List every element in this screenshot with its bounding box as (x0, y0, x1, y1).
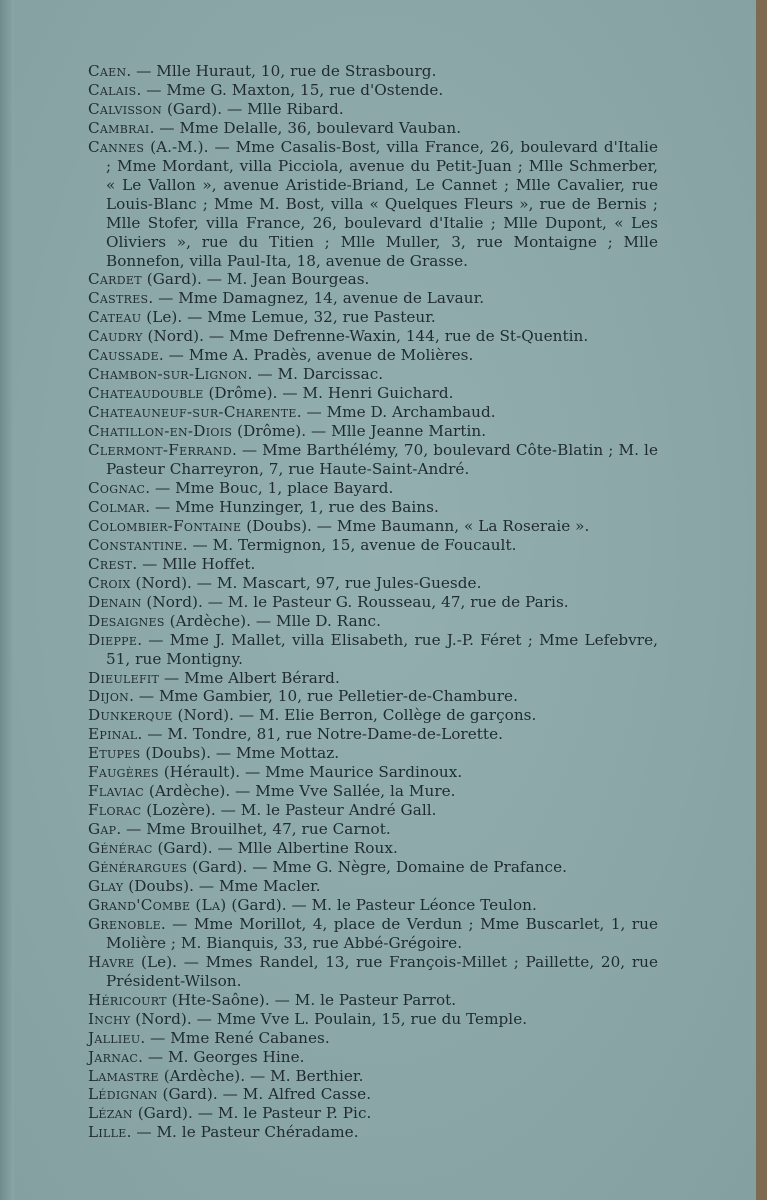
entry-place: Constantine (88, 535, 183, 554)
entry-place: Flaviac (88, 782, 144, 801)
directory-entry (88, 839, 658, 858)
directory-entry (88, 1029, 658, 1048)
directory-entry (88, 289, 658, 308)
directory-entry (88, 574, 658, 593)
entry-place: Jallieu (88, 1028, 141, 1047)
directory-entry (88, 763, 658, 782)
directory-entry (88, 744, 658, 763)
entry-place: Héricourt (88, 990, 167, 1009)
directory-entry (88, 612, 658, 631)
directory-entry (88, 991, 658, 1010)
entry-details: . — M. Tondre, 81, rue Notre-Dame-de-Lorette. (137, 725, 503, 744)
entry-details: (Le). — Mmes Randel, 13, rue François-Millet ; Paillette, 20, rue Président-Wilson. (106, 952, 658, 990)
entry-details: . — Mlle Huraut, 10, rue de Strasbourg. (126, 62, 437, 80)
directory-entry (88, 877, 658, 896)
directory-entry (88, 953, 658, 991)
entry-place: Cognac (88, 478, 146, 497)
entry-place: Faugères (88, 763, 159, 782)
entry-details: (Nord). — M. Elie Berron, Collège de garçons. (172, 706, 537, 725)
entry-place: Chatillon-en-Diois (88, 422, 233, 441)
entry-details: . — Mme J. Mallet, villa Elisabeth, rue J.-P. Féret ; Mme Lefebvre, 51, rue Montigny. (106, 630, 658, 668)
entry-place: Inchy (88, 1009, 131, 1028)
directory-list (88, 62, 658, 1142)
entry-place: Cambrai (88, 118, 150, 137)
entry-place: Desaignes (88, 611, 165, 630)
entry-place: Lédignan (88, 1085, 158, 1104)
directory-entry (88, 1067, 658, 1086)
entry-details: (Hérault). — Mme Maurice Sardinoux. (158, 763, 463, 782)
entry-details: (Gard). — Mme G. Nègre, Domaine de Prafance. (187, 858, 568, 877)
directory-entry (88, 346, 658, 365)
entry-place: Gap (88, 820, 117, 839)
entry-place: Denain (88, 592, 142, 611)
entry-details: . — Mme D. Archambaud. (296, 403, 496, 422)
entry-details: (Gard). — M. le Pasteur Léonce Teulon. (226, 895, 537, 914)
directory-entry (88, 100, 658, 119)
entry-details: . — Mme Barthélémy, 70, boulevard Côte-Blatin ; M. le Pasteur Charreyron, 7, rue Haute-Saint-André. (106, 441, 658, 479)
entry-details: (Lozère). — M. le Pasteur André Gall. (141, 801, 437, 820)
directory-entry (88, 384, 658, 403)
entry-place: Crest (88, 554, 133, 573)
entry-place: Chateaudouble (88, 384, 204, 403)
directory-entry (88, 270, 658, 289)
entry-details: (Drôme). — M. Henri Guichard. (203, 384, 454, 403)
entry-details: (Doubs). — Mme Mottaz. (140, 744, 340, 763)
entry-details: . — Mme Brouilhet, 47, rue Carnot. (116, 820, 391, 839)
entry-details: (Nord). — Mme Defrenne-Waxin, 144, rue de St-Quentin. (142, 327, 589, 346)
entry-place: Dunkerque (88, 706, 173, 725)
entry-details: . — M. le Pasteur Chéradame. (126, 1123, 359, 1142)
directory-entry (88, 687, 658, 706)
entry-details: . — M. Darcissac. (247, 365, 384, 384)
entry-details: . — Mlle Hoffet. (132, 554, 256, 573)
directory-entry (88, 479, 658, 498)
entry-place: Caudry (88, 327, 143, 346)
entry-place: Générac (88, 839, 153, 858)
entry-place: Caen (88, 62, 127, 80)
entry-details: (Gard). — Mlle Albertine Roux. (152, 839, 398, 858)
entry-details: (Ardèche). — M. Berthier. (158, 1066, 364, 1085)
entry-place: Havre (88, 952, 135, 971)
entry-details: (Le). — Mme Lemue, 32, rue Pasteur. (141, 308, 436, 327)
directory-entry (88, 365, 658, 384)
directory-entry (88, 593, 658, 612)
entry-details: . — Mme G. Maxton, 15, rue d'Ostende. (136, 80, 444, 99)
entry-details: (Gard). — M. le Pasteur P. Pic. (132, 1104, 372, 1123)
entry-place: Florac (88, 801, 142, 820)
directory-entry (88, 725, 658, 744)
directory-entry (88, 422, 658, 441)
entry-place: Etupes (88, 744, 141, 763)
entry-details: (Gard). — M. Alfred Casse. (157, 1085, 372, 1104)
entry-details: (Gard). — M. Jean Bourgeas. (141, 270, 370, 289)
directory-entry (88, 915, 658, 953)
entry-details: . — Mme Damagnez, 14, avenue de Lavaur. (148, 289, 485, 308)
entry-details: (Doubs). — Mme Baumann, « La Roseraie ». (241, 516, 590, 535)
entry-place: Grand'Combe (La) (88, 895, 227, 914)
entry-place: Cardet (88, 270, 142, 289)
entry-details: (Gard). — Mlle Ribard. (162, 99, 344, 118)
entry-place: Dieppe (88, 630, 138, 649)
directory-entry (88, 403, 658, 422)
entry-place: Colmar (88, 497, 146, 516)
entry-details: (Nord). — M. Mascart, 97, rue Jules-Guesde. (130, 573, 482, 592)
directory-entry (88, 706, 658, 725)
directory-entry (88, 517, 658, 536)
entry-place: Chateauneuf-sur-Charente (88, 403, 297, 422)
entry-details: . — Mme Morillot, 4, place de Verdun ; Mme Buscarlet, 1, rue Molière ; M. Bianquis, 33, rue Abbé-Grégoire. (106, 914, 658, 952)
directory-entry (88, 1123, 658, 1142)
entry-details: . — M. Termignon, 15, avenue de Foucault. (182, 535, 517, 554)
directory-entry (88, 62, 658, 81)
directory-entry (88, 308, 658, 327)
entry-details: (Nord). — Mme Vve L. Poulain, 15, rue du Temple. (130, 1009, 528, 1028)
directory-entry (88, 820, 658, 839)
entry-details: (Hte-Saône). — M. le Pasteur Parrot. (166, 990, 457, 1009)
directory-entry (88, 1010, 658, 1029)
entry-place: Clermont-Ferrand (88, 441, 232, 460)
directory-entry (88, 1048, 658, 1067)
entry-details: — Mme Albert Bérard. (159, 668, 340, 687)
directory-entry (88, 138, 658, 271)
entry-details: . — Mme Delalle, 36, boulevard Vauban. (149, 118, 462, 137)
directory-entry (88, 782, 658, 801)
entry-place: Jarnac (88, 1047, 139, 1066)
entry-place: Lille (88, 1123, 127, 1142)
entry-place: Cannes (88, 137, 145, 156)
entry-details: (A.-M.). — Mme Casalis-Bost, villa France, 26, boulevard d'Italie ; Mme Mordant, villa Picciola, avenue du Petit-Juan ; Mlle Schmerber, « Le Vallon », avenue Aristide-Briand, Le Cannet ; Mlle Cavalier, rue Louis-Blanc ; Mme M. Bost, villa « Quelques Fleurs », rue de Bernis ; Mlle Stofer, villa France, 26, boulevard d'Italie ; Mlle Dupont, « Les Oliviers », rue du Titien ; Mlle Muller, 3, rue Montaigne ; Mlle Bonnefon, villa Paul-Ita, 18, avenue de Grasse. (106, 137, 658, 270)
directory-entry (88, 327, 658, 346)
entry-place: Grenoble (88, 914, 161, 933)
directory-entry (88, 631, 658, 669)
entry-place: Colombier-Fontaine (88, 516, 242, 535)
entry-place: Caussade (88, 346, 159, 365)
entry-place: Calais (88, 80, 137, 99)
entry-place: Lézan (88, 1104, 133, 1123)
entry-details: . — Mme A. Pradès, avenue de Molières. (158, 346, 474, 365)
directory-entry (88, 858, 658, 877)
entry-place: Glay (88, 876, 124, 895)
entry-place: Dijon (88, 687, 130, 706)
directory-entry (88, 536, 658, 555)
directory-entry (88, 81, 658, 100)
entry-place: Epinal (88, 725, 138, 744)
directory-entry (88, 669, 658, 688)
entry-details: (Drôme). — Mlle Jeanne Martin. (232, 422, 487, 441)
entry-details: . — Mme Hunzinger, 1, rue des Bains. (145, 497, 439, 516)
entry-place: Dieulefit (88, 668, 160, 687)
entry-place: Générargues (88, 858, 188, 877)
entry-details: (Ardèche). — Mlle D. Ranc. (164, 611, 381, 630)
directory-entry (88, 1104, 658, 1123)
directory-entry (88, 498, 658, 517)
entry-place: Croix (88, 573, 131, 592)
directory-entry (88, 555, 658, 574)
directory-entry (88, 896, 658, 915)
entry-details: . — Mme René Cabanes. (140, 1028, 330, 1047)
entry-place: Cateau (88, 308, 142, 327)
entry-place: Calvisson (88, 99, 163, 118)
entry-place: Castres (88, 289, 149, 308)
directory-entry (88, 119, 658, 138)
entry-details: . — Mme Bouc, 1, place Bayard. (145, 478, 394, 497)
entry-details: (Ardèche). — Mme Vve Sallée, la Mure. (144, 782, 456, 801)
entry-details: . — Mme Gambier, 10, rue Pelletier-de-Chambure. (129, 687, 518, 706)
directory-entry (88, 441, 658, 479)
entry-details: (Doubs). — Mme Macler. (123, 876, 321, 895)
entry-place: Chambon-sur-Lignon (88, 365, 248, 384)
entry-details: . — M. Georges Hine. (138, 1047, 305, 1066)
page-binding-shadow (0, 0, 14, 1200)
entry-place: Lamastre (88, 1066, 159, 1085)
directory-entry (88, 1085, 658, 1104)
entry-details: (Nord). — M. le Pasteur G. Rousseau, 47, rue de Paris. (141, 592, 569, 611)
directory-entry (88, 801, 658, 820)
